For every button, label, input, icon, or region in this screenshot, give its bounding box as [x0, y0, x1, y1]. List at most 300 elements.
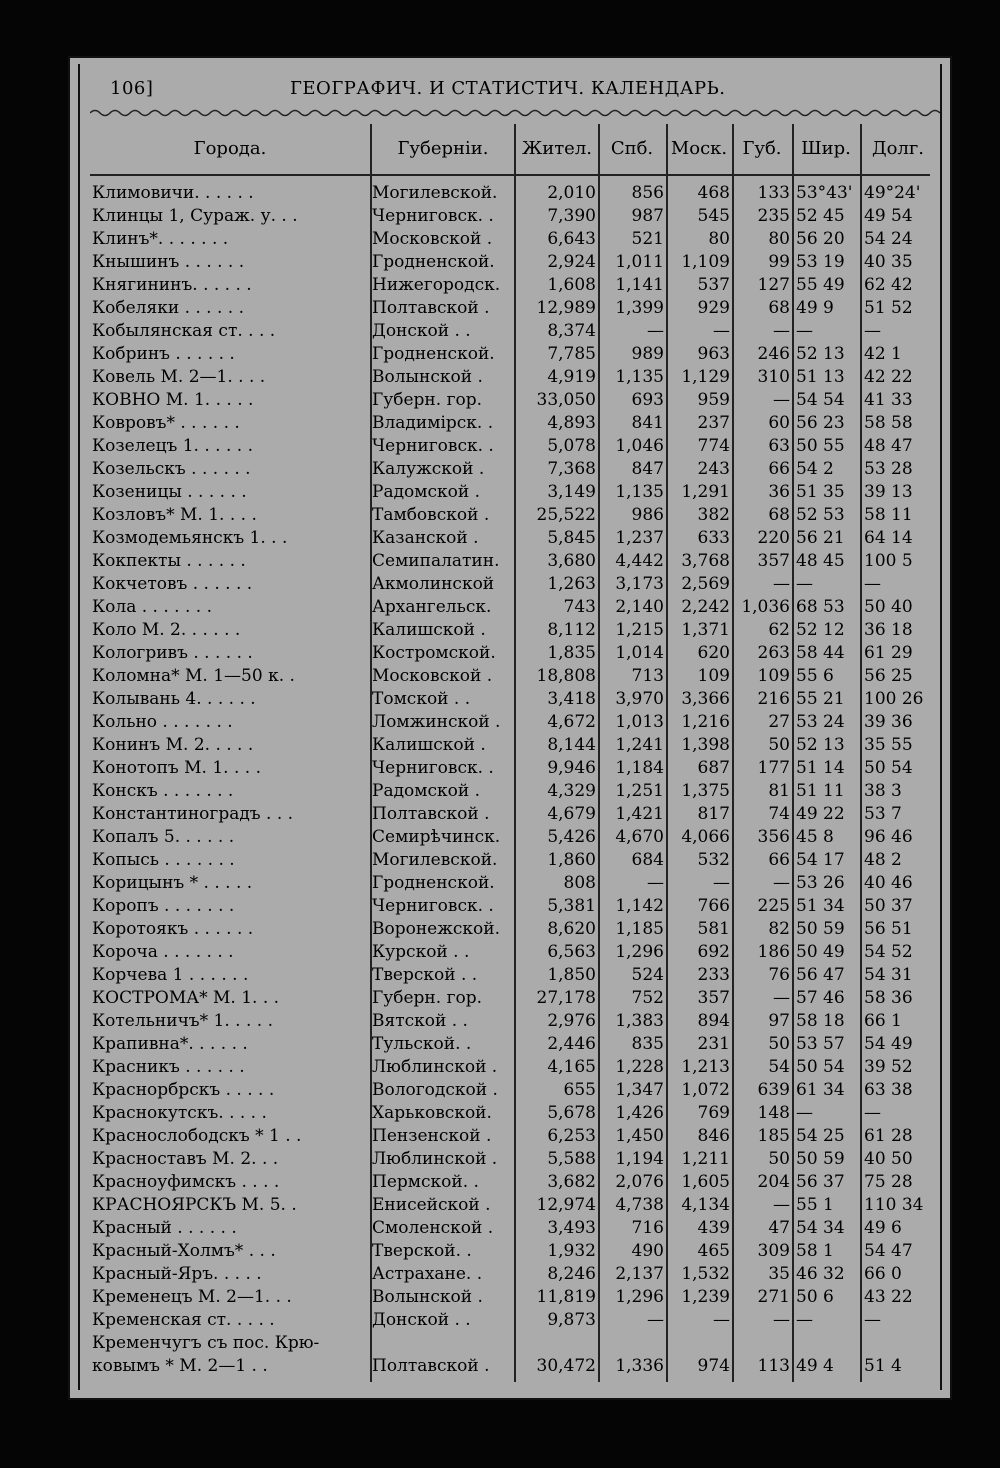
header-rule [90, 174, 930, 176]
cell-spb: 1,450 [615, 1126, 664, 1146]
table-row [80, 251, 940, 274]
cell-gub: Харьковской. [372, 1103, 492, 1123]
page-title: ГЕОГРАФИЧ. И СТАТИСТИЧ. КАЛЕНДАРЬ. [290, 78, 726, 99]
cell-msk: 545 [697, 206, 730, 226]
cell-gubd: 310 [757, 367, 790, 387]
cell-gubd: 80 [768, 229, 790, 249]
cell-gub: Гродненской. [372, 873, 495, 893]
cell-lat: 54 54 [796, 390, 845, 410]
cell-lat: 49 9 [796, 298, 834, 318]
table-row [80, 964, 940, 987]
cell-lat: 56 47 [796, 965, 845, 985]
cell-city: Красноставъ М. 2. . . [92, 1149, 279, 1169]
cell-gubd: 62 [768, 620, 790, 640]
cell-lon: 54 47 [864, 1241, 913, 1261]
cell-spb: 1,241 [615, 735, 664, 755]
cell-spb: 752 [631, 988, 664, 1008]
cell-city: Кобеляки . . . . . . [92, 298, 245, 318]
col-header-pop: Жител. [522, 138, 592, 159]
cell-lon: 53 28 [864, 459, 913, 479]
table-row [80, 987, 940, 1010]
cell-lat: 49 4 [796, 1356, 834, 1376]
cell-lat: 46 32 [796, 1264, 845, 1284]
cell-gubd: 50 [768, 735, 790, 755]
table-row [80, 780, 940, 803]
cell-city: Красникъ . . . . . . [92, 1057, 245, 1077]
cell-gub: Черниговск. . [372, 896, 494, 916]
cell-city: Коломна* М. 1—50 к. . [92, 666, 295, 686]
cell-pop: 4,329 [547, 781, 596, 801]
cell-lat: 61 34 [796, 1080, 845, 1100]
cell-msk: 581 [697, 919, 730, 939]
cell-city: Кокчетовъ . . . . . . [92, 574, 253, 594]
table-row [80, 872, 940, 895]
cell-lon: 38 3 [864, 781, 902, 801]
cell-msk: 3,768 [681, 551, 730, 571]
cell-lon: 49°24' [864, 183, 921, 203]
cell-lon: 96 46 [864, 827, 913, 847]
cell-gub: Костромской. [372, 643, 496, 663]
cell-lat: 50 54 [796, 1057, 845, 1077]
cell-lat: 58 1 [796, 1241, 834, 1261]
cell-lon: — [864, 1103, 881, 1123]
cell-lat: 50 59 [796, 1149, 845, 1169]
cell-msk: — [713, 873, 730, 893]
cell-gubd: 357 [757, 551, 790, 571]
cell-pop: 655 [563, 1080, 596, 1100]
table-row [80, 1263, 940, 1286]
page [68, 56, 952, 1400]
table-row [80, 1217, 940, 1240]
cell-pop: 1,860 [547, 850, 596, 870]
cell-city: КРАСНОЯРСКЪ М. 5. . [92, 1195, 297, 1215]
cell-spb: 1,141 [615, 275, 664, 295]
cell-msk: 894 [697, 1011, 730, 1031]
cell-lat: 55 6 [796, 666, 834, 686]
cell-spb: 1,135 [615, 367, 664, 387]
cell-pop: 5,426 [547, 827, 596, 847]
cell-spb: 835 [631, 1034, 664, 1054]
table-row [80, 389, 940, 412]
cell-lon: 110 34 [864, 1195, 924, 1215]
cell-pop: 3,149 [547, 482, 596, 502]
cell-spb: 847 [631, 459, 664, 479]
cell-lat: 53 57 [796, 1034, 845, 1054]
cell-pop: 9,946 [547, 758, 596, 778]
cell-msk: 633 [697, 528, 730, 548]
cell-lon: 66 1 [864, 1011, 902, 1031]
cell-gubd: 263 [757, 643, 790, 663]
cell-gubd: 60 [768, 413, 790, 433]
cell-lat: 50 49 [796, 942, 845, 962]
cell-lat: 52 13 [796, 344, 845, 364]
table-row [80, 320, 940, 343]
cell-gub: Тульской. . [372, 1034, 472, 1054]
cell-city: Кобринъ . . . . . . [92, 344, 235, 364]
cell-msk: 774 [697, 436, 730, 456]
cell-lat: 56 20 [796, 229, 845, 249]
cell-spb: 4,442 [615, 551, 664, 571]
cell-pop: 4,672 [547, 712, 596, 732]
cell-lat: 68 53 [796, 597, 845, 617]
cell-pop: 11,819 [536, 1287, 596, 1307]
cell-msk: 1,239 [681, 1287, 730, 1307]
cell-lon: 64 14 [864, 528, 913, 548]
cell-pop: 6,253 [547, 1126, 596, 1146]
cell-lat: 49 22 [796, 804, 845, 824]
cell-gub: Семирѣчинск. [372, 827, 501, 847]
cell-gubd: 204 [757, 1172, 790, 1192]
cell-msk: 468 [697, 183, 730, 203]
cell-spb: 3,173 [615, 574, 664, 594]
cell-lat: — [796, 574, 813, 594]
cell-pop: 8,620 [547, 919, 596, 939]
cell-msk: 1,216 [681, 712, 730, 732]
cell-city: Коропъ . . . . . . . [92, 896, 235, 916]
cell-lat: 54 17 [796, 850, 845, 870]
cell-pop: 8,374 [547, 321, 596, 341]
cell-lon: 54 24 [864, 229, 913, 249]
cell-lat: 48 45 [796, 551, 845, 571]
cell-lon: 43 22 [864, 1287, 913, 1307]
table-row [80, 1332, 940, 1355]
cell-pop: 27,178 [536, 988, 596, 1008]
cell-city: Короча . . . . . . . [92, 942, 234, 962]
cell-gub: Калужской . [372, 459, 485, 479]
cell-gubd: 1,036 [741, 597, 790, 617]
cell-spb: — [647, 321, 664, 341]
cell-city: КОВНО М. 1. . . . . [92, 390, 254, 410]
cell-city: Козловъ* М. 1. . . . [92, 505, 257, 525]
cell-city: Красный . . . . . . [92, 1218, 237, 1238]
running-header [110, 78, 920, 108]
table-row [80, 1056, 940, 1079]
table-row [80, 941, 940, 964]
cell-city: Кокпекты . . . . . . [92, 551, 246, 571]
cell-msk: 2,242 [681, 597, 730, 617]
cell-gubd: 50 [768, 1149, 790, 1169]
cell-gubd: 113 [757, 1356, 790, 1376]
cell-pop: 3,418 [547, 689, 596, 709]
cell-gub: Волынской . [372, 367, 483, 387]
cell-gubd: 82 [768, 919, 790, 939]
cell-msk: 80 [708, 229, 730, 249]
cell-pop: 30,472 [536, 1356, 596, 1376]
cell-spb: 1,426 [615, 1103, 664, 1123]
cell-city: Ковровъ* . . . . . . [92, 413, 240, 433]
table-row [80, 757, 940, 780]
cell-spb: 987 [631, 206, 664, 226]
table-row [80, 573, 940, 596]
cell-msk: 817 [697, 804, 730, 824]
table-row [80, 297, 940, 320]
cell-lat: 53°43' [796, 183, 853, 203]
cell-lat: 51 35 [796, 482, 845, 502]
cell-pop: 1,835 [547, 643, 596, 663]
cell-gubd: 271 [757, 1287, 790, 1307]
cell-lat: 56 23 [796, 413, 845, 433]
cell-city: Княгининъ. . . . . . [92, 275, 252, 295]
table-row [80, 481, 940, 504]
cell-city: Козельскъ . . . . . . [92, 459, 251, 479]
table-row [80, 596, 940, 619]
cell-city: Конотопъ М. 1. . . . [92, 758, 262, 778]
cell-spb: 1,251 [615, 781, 664, 801]
cell-lat: 57 46 [796, 988, 845, 1008]
cell-city: Копысь . . . . . . . [92, 850, 235, 870]
cell-msk: 687 [697, 758, 730, 778]
cell-spb: 1,237 [615, 528, 664, 548]
cell-gubd: 36 [768, 482, 790, 502]
table-row [80, 228, 940, 251]
cell-gubd: 68 [768, 298, 790, 318]
table-row [80, 895, 940, 918]
cell-pop: 2,010 [547, 183, 596, 203]
cell-city: Котельничъ* 1. . . . . [92, 1011, 273, 1031]
cell-msk: 1,072 [681, 1080, 730, 1100]
cell-city: Коротоякъ . . . . . . [92, 919, 254, 939]
cell-msk: 439 [697, 1218, 730, 1238]
cell-spb: 2,076 [615, 1172, 664, 1192]
cell-city: Клинъ*. . . . . . . [92, 229, 229, 249]
cell-city: Краснокутскъ. . . . . [92, 1103, 267, 1123]
cell-gub: Донской . . [372, 1310, 471, 1330]
cell-lat: — [796, 1310, 813, 1330]
cell-city: Кологривъ . . . . . . [92, 643, 253, 663]
cell-lon: 54 49 [864, 1034, 913, 1054]
cell-spb: — [647, 1310, 664, 1330]
cell-lat: 55 49 [796, 275, 845, 295]
table-row [80, 366, 940, 389]
cell-gub: Радомской . [372, 781, 481, 801]
table-row [80, 1309, 940, 1332]
cell-city: Константиноградъ . . . [92, 804, 294, 824]
cell-lon: 58 58 [864, 413, 913, 433]
cell-city: Коло М. 2. . . . . . [92, 620, 241, 640]
cell-lon: 100 26 [864, 689, 924, 709]
cell-msk: 846 [697, 1126, 730, 1146]
cell-msk: 465 [697, 1241, 730, 1261]
cell-gubd: 27 [768, 712, 790, 732]
cell-lon: 54 31 [864, 965, 913, 985]
cell-lat: 56 21 [796, 528, 845, 548]
cell-lat: 53 26 [796, 873, 845, 893]
cell-city: Крапивна*. . . . . . [92, 1034, 248, 1054]
cell-lon: 51 4 [864, 1356, 902, 1376]
cell-gub: Губерн. гор. [372, 988, 483, 1008]
cell-lon: 39 52 [864, 1057, 913, 1077]
cell-spb: 841 [631, 413, 664, 433]
cell-gubd: 97 [768, 1011, 790, 1031]
cell-lon: 61 28 [864, 1126, 913, 1146]
cell-spb: 1,013 [615, 712, 664, 732]
cell-city: Корицынъ * . . . . . [92, 873, 253, 893]
cell-gubd: 216 [757, 689, 790, 709]
table-row [80, 504, 940, 527]
cell-gubd: 50 [768, 1034, 790, 1054]
cell-lat: 50 6 [796, 1287, 834, 1307]
cell-city: Козелецъ 1. . . . . . [92, 436, 253, 456]
table-row [80, 274, 940, 297]
cell-msk: 1,109 [681, 252, 730, 272]
cell-lat: 45 8 [796, 827, 834, 847]
cell-spb: 3,970 [615, 689, 664, 709]
cell-pop: 6,563 [547, 942, 596, 962]
cell-city: Корчева 1 . . . . . . [92, 965, 249, 985]
cell-city: ковымъ * М. 2—1 . . [92, 1356, 268, 1376]
cell-gubd: 185 [757, 1126, 790, 1146]
cell-gub: Семипалатин. [372, 551, 500, 571]
cell-pop: 743 [563, 597, 596, 617]
cell-city: Красноуфимскъ . . . . [92, 1172, 280, 1192]
table-row [80, 527, 940, 550]
cell-lon: — [864, 321, 881, 341]
cell-spb: 1,296 [615, 1287, 664, 1307]
cell-lon: 36 18 [864, 620, 913, 640]
cell-msk: 233 [697, 965, 730, 985]
table-row [80, 1286, 940, 1309]
cell-gubd: — [773, 1195, 790, 1215]
cell-pop: 7,785 [547, 344, 596, 364]
cell-pop: 5,678 [547, 1103, 596, 1123]
cell-lon: 42 1 [864, 344, 902, 364]
cell-city: КОСТРОМА* М. 1. . . [92, 988, 280, 1008]
cell-pop: 7,390 [547, 206, 596, 226]
cell-pop: 5,588 [547, 1149, 596, 1169]
cell-spb: 521 [631, 229, 664, 249]
cell-spb: 986 [631, 505, 664, 525]
cell-gubd: 99 [768, 252, 790, 272]
cell-msk: 1,371 [681, 620, 730, 640]
cell-lat: 56 37 [796, 1172, 845, 1192]
cell-gub: Акмолинской [372, 574, 495, 594]
cell-lat: 50 55 [796, 436, 845, 456]
cell-gubd: — [773, 1310, 790, 1330]
table-row [80, 619, 940, 642]
cell-gub: Тамбовской . [372, 505, 490, 525]
cell-gub: Московской . [372, 229, 493, 249]
cell-gub: Люблинской . [372, 1149, 498, 1169]
cell-spb: 1,383 [615, 1011, 664, 1031]
cell-lat: — [796, 321, 813, 341]
cell-gubd: — [773, 574, 790, 594]
cell-spb: 1,421 [615, 804, 664, 824]
cell-pop: 808 [563, 873, 596, 893]
cell-pop: 2,446 [547, 1034, 596, 1054]
table-row [80, 918, 940, 941]
page-number: 106] [110, 78, 154, 99]
cell-gubd: 109 [757, 666, 790, 686]
cell-pop: 4,893 [547, 413, 596, 433]
cell-msk: 1,213 [681, 1057, 730, 1077]
cell-city: Козмодемьянскъ 1. . . [92, 528, 288, 548]
cell-gubd: 35 [768, 1264, 790, 1284]
table-row [80, 343, 940, 366]
cell-gub: Могилевской. [372, 850, 498, 870]
cell-gubd: 220 [757, 528, 790, 548]
table-row [80, 1171, 940, 1194]
cell-spb: 1,135 [615, 482, 664, 502]
cell-gubd: 127 [757, 275, 790, 295]
cell-gub: Полтавской . [372, 1356, 490, 1376]
cell-pop: 5,845 [547, 528, 596, 548]
cell-lon: 62 42 [864, 275, 913, 295]
table-row [80, 803, 940, 826]
table-row [80, 1125, 940, 1148]
cell-pop: 5,381 [547, 896, 596, 916]
cell-lon: 100 5 [864, 551, 913, 571]
cell-msk: 243 [697, 459, 730, 479]
cell-msk: 963 [697, 344, 730, 364]
cell-city: Климовичи. . . . . . [92, 183, 254, 203]
cell-city: Клинцы 1, Сураж. у. . . [92, 206, 298, 226]
cell-gub: Пензенской . [372, 1126, 492, 1146]
cell-gub: Могилевской. [372, 183, 498, 203]
cell-spb: 684 [631, 850, 664, 870]
table-row [80, 826, 940, 849]
cell-pop: 18,808 [536, 666, 596, 686]
table-row [80, 665, 940, 688]
cell-city: Кольно . . . . . . . [92, 712, 233, 732]
cell-lat: 52 12 [796, 620, 845, 640]
cell-lon: 40 46 [864, 873, 913, 893]
cell-city: Кременская ст. . . . . [92, 1310, 275, 1330]
cell-gub: Ломжинской . [372, 712, 501, 732]
cell-msk: 1,532 [681, 1264, 730, 1284]
cell-msk: 692 [697, 942, 730, 962]
cell-gub: Калишской . [372, 620, 486, 640]
table-row [80, 1079, 940, 1102]
table-row [80, 205, 940, 228]
cell-msk: 537 [697, 275, 730, 295]
cell-gubd: 133 [757, 183, 790, 203]
cell-gubd: 246 [757, 344, 790, 364]
cell-city: Конскъ . . . . . . . [92, 781, 234, 801]
cell-pop: 3,493 [547, 1218, 596, 1238]
cell-spb: 1,296 [615, 942, 664, 962]
cell-lon: 50 54 [864, 758, 913, 778]
cell-spb: 856 [631, 183, 664, 203]
cell-city: Кола . . . . . . . [92, 597, 212, 617]
cell-gub: Воронежской. [372, 919, 500, 939]
cell-gub: Черниговск. . [372, 206, 494, 226]
cell-gub: Полтавской . [372, 298, 490, 318]
table-row [80, 1194, 940, 1217]
cell-lat: — [796, 1103, 813, 1123]
cell-gub: Курской . . [372, 942, 470, 962]
cell-msk: 237 [697, 413, 730, 433]
cell-lon: 40 50 [864, 1149, 913, 1169]
cell-pop: 1,850 [547, 965, 596, 985]
table-row [80, 458, 940, 481]
table-row [80, 550, 940, 573]
cell-spb: 1,215 [615, 620, 664, 640]
cell-lat: 58 18 [796, 1011, 845, 1031]
cell-lat: 54 2 [796, 459, 834, 479]
cell-lat: 55 21 [796, 689, 845, 709]
cell-lon: 40 35 [864, 252, 913, 272]
cell-gub: Черниговск. . [372, 758, 494, 778]
cell-gubd: — [773, 390, 790, 410]
cell-lon: 56 51 [864, 919, 913, 939]
cell-gub: Тверской . . [372, 965, 478, 985]
cell-lon: 53 7 [864, 804, 902, 824]
decorative-rule [90, 108, 940, 118]
cell-pop: 9,873 [547, 1310, 596, 1330]
cell-city: Кнышинъ . . . . . . [92, 252, 245, 272]
cell-city: Краснослободскъ * 1 . . [92, 1126, 302, 1146]
cell-gub: Тверской. . [372, 1241, 472, 1261]
